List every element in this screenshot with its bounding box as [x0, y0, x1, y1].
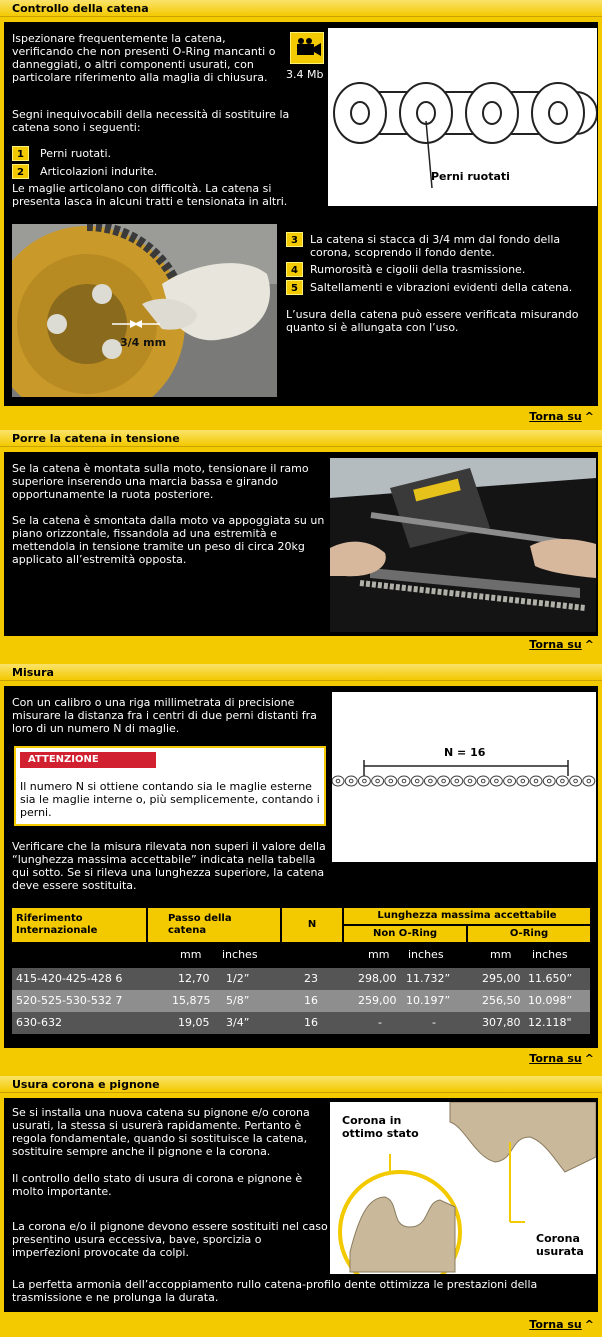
- chain-link: [543, 776, 555, 786]
- cell-mm: 15,875: [172, 994, 211, 1007]
- tension-p1: Se la catena è montata sulla moto, tensionare il ramo superiore inserendo una marcia bassa e girando opportunamente la ruota posteriore.: [12, 462, 309, 501]
- cell-oring-mm: 295,00: [482, 972, 521, 985]
- header-pitch: Passo della catena: [148, 908, 280, 942]
- cell-nonoring-in: -: [432, 1016, 436, 1029]
- item-text: Articolazioni indurite.: [40, 165, 158, 178]
- attention-label: ATTENZIONE: [20, 752, 156, 768]
- cell-oring-in: 10.098”: [528, 994, 573, 1007]
- chain-link: [385, 776, 397, 786]
- chain-link: [451, 776, 463, 786]
- chain-table: [12, 908, 590, 1038]
- cell-n: 23: [304, 972, 318, 985]
- chain-link: [411, 776, 423, 786]
- label-good: Corona in ottimo stato: [342, 1114, 419, 1140]
- cell-n: 16: [304, 994, 318, 1007]
- item-text: Saltellamenti e vibrazioni evidenti della catena.: [310, 281, 573, 294]
- cell-nonoring-in: 10.197”: [406, 994, 451, 1007]
- chain-link: [583, 776, 595, 786]
- section-tension: [0, 430, 602, 664]
- header-n: N: [282, 908, 342, 942]
- cell-nonoring-mm: 259,00: [358, 994, 397, 1007]
- cell-inches: 5/8”: [226, 994, 250, 1007]
- cell-ref: 520-525-530-532 7: [16, 994, 123, 1007]
- chain-link: [517, 776, 529, 786]
- cell-n: 16: [304, 1016, 318, 1029]
- section-body: [4, 452, 598, 636]
- section-header: [0, 664, 602, 681]
- attention-text: Il numero N si ottiene contando sia le maglie esterne sia le maglie interne o, più semplicemente, contando i perni.: [20, 780, 320, 819]
- cell-nonoring-in: 11.732”: [406, 972, 451, 985]
- header-oring: O-Ring: [468, 926, 590, 942]
- section-header: [0, 1076, 602, 1093]
- chain-link: [424, 776, 436, 786]
- item-number: 5: [286, 280, 303, 295]
- cell-ref: 415-420-425-428 6: [16, 972, 123, 985]
- item-number: 4: [286, 262, 303, 277]
- wear-note: L’usura della catena può essere verificata misurando quanto si è allungata con l’uso.: [286, 308, 579, 334]
- video-icon[interactable]: [290, 32, 324, 64]
- chain-link: [398, 776, 410, 786]
- measure-p1: Con un calibro o una riga millimetrata di precisione misurare la distanza fra i centri di due perni distanti fra loro di un numero N di maglie.: [12, 696, 317, 735]
- wear-p2: Il controllo dello stato di usura di corona e pignone è molto importante.: [12, 1172, 303, 1198]
- header-max: Lunghezza massima accettabile: [344, 908, 590, 924]
- chevron-up-icon: ^: [584, 1052, 594, 1065]
- unit-inches: inches: [222, 948, 258, 961]
- wear-p4: La perfetta armonia dell’accoppiamento rullo catena-profilo dente ottimizza le prestazioni della trasmissione e ne prolunga la durata.: [12, 1278, 538, 1304]
- unit-mm: mm: [180, 948, 202, 961]
- tension-p2: Se la catena è smontata dalla moto va appoggiata su un piano orizzontale, fissandola ad una estremità e mettendola in tensione tramite un peso di circa 20kg applicato all’estremità opposta.: [12, 514, 325, 566]
- section-body: [4, 22, 598, 406]
- section-body: [4, 686, 598, 1048]
- measure-p2: Verificare che la misura rilevata non superi il valore della “lunghezza massima accettabile” indicata nella tabella qui sotto. Se si rileva una lunghezza superiore, la catena deve essere sostituita.: [12, 840, 326, 892]
- chain-link: [464, 776, 476, 786]
- header-nonoring: Non O-Ring: [344, 926, 466, 942]
- sprocket-photo: [12, 224, 277, 397]
- item-text: Rumorosità e cigolii della trasmissione.: [310, 263, 526, 276]
- cell-nonoring-mm: -: [378, 1016, 382, 1029]
- section-title: Porre la catena in tensione: [12, 432, 180, 445]
- back-to-top-link[interactable]: Torna su ^: [529, 638, 594, 651]
- chevron-up-icon: ^: [584, 638, 594, 651]
- chain-link: [372, 776, 384, 786]
- chain-link: [358, 776, 370, 786]
- cell-oring-mm: 307,80: [482, 1016, 521, 1029]
- chain-link: [570, 776, 582, 786]
- chain-length-diagram: [332, 692, 596, 862]
- unit-mm: mm: [368, 948, 390, 961]
- video-size: 3.4 Mb: [286, 68, 324, 81]
- label-worn: Corona usurata: [536, 1232, 584, 1258]
- chain-link: [477, 776, 489, 786]
- sprocket-wear-diagram: [330, 1102, 596, 1274]
- chain-link: [345, 776, 357, 786]
- table-row: [12, 968, 590, 990]
- wear-p1: Se si installa una nuova catena su pignone e/o corona usurati, la stessa si usurerà rapidamente. Pertanto è regola fondamentale, quando si sostituisce la catena, sostituire sempre anche il pignone e la corona.: [12, 1106, 310, 1158]
- cell-inches: 3/4”: [226, 1016, 250, 1029]
- section-header: [0, 0, 602, 17]
- after-items-text: Le maglie articolano con difficoltà. La catena si presenta lasca in alcuni tratti e tensionata in altri.: [12, 182, 288, 208]
- item-text: La catena si stacca di 3/4 mm dal fondo della corona, scoprendo il fondo dente.: [310, 233, 561, 259]
- unit-inches: inches: [532, 948, 568, 961]
- section-header: [0, 430, 602, 447]
- chain-link: [504, 776, 516, 786]
- chain-measure-photo: [330, 458, 596, 632]
- back-to-top-link[interactable]: Torna su ^: [529, 1318, 594, 1331]
- unit-mm: mm: [490, 948, 512, 961]
- chevron-up-icon: ^: [584, 410, 594, 423]
- back-to-top-link[interactable]: Torna su ^: [529, 410, 594, 423]
- cell-oring-mm: 256,50: [482, 994, 521, 1007]
- section-wear: [0, 1076, 602, 1337]
- chain-link: [530, 776, 542, 786]
- wear-p3: La corona e/o il pignone devono essere sostituiti nel caso presentino usura eccessiva, bave, sporcizia o imperfezioni provocate da colpi.: [12, 1220, 328, 1259]
- chain-diagram: [328, 28, 597, 206]
- cell-inches: 1/2”: [226, 972, 250, 985]
- section-chain-check: [0, 0, 602, 430]
- item-number: 3: [286, 232, 303, 247]
- back-to-top-link[interactable]: Torna su ^: [529, 1052, 594, 1065]
- section-body: [4, 1098, 598, 1312]
- section-title: Misura: [12, 666, 54, 679]
- chain-link: [556, 776, 568, 786]
- chain-link: [438, 776, 450, 786]
- cell-oring-in: 11.650”: [528, 972, 573, 985]
- signs-intro-text: Segni inequivocabili della necessità di sostituire la catena sono i seguenti:: [12, 108, 290, 134]
- section-title: Controllo della catena: [12, 2, 149, 15]
- item-number: 2: [12, 164, 29, 179]
- attention-box: [14, 746, 326, 826]
- item-text: Perni ruotati.: [40, 147, 112, 160]
- chevron-up-icon: ^: [584, 1318, 594, 1331]
- section-title: Usura corona e pignone: [12, 1078, 160, 1091]
- photo-label: 3/4 mm: [120, 336, 167, 349]
- table-row: [12, 990, 590, 1012]
- intro-text: Ispezionare frequentemente la catena, verificando che non presenti O-Ring mancanti o danneggiati, o altri componenti usurati, con particolare riferimento alla maglia di chiusura.: [12, 32, 276, 84]
- cell-mm: 19,05: [178, 1016, 210, 1029]
- cell-ref: 630-632: [16, 1016, 62, 1029]
- header-ref: Riferimento Internazionale: [12, 908, 146, 942]
- table-row: [12, 1012, 590, 1034]
- chain-link: [490, 776, 502, 786]
- diagram-label: N = 16: [444, 746, 486, 759]
- item-number: 1: [12, 146, 29, 161]
- cell-nonoring-mm: 298,00: [358, 972, 397, 985]
- cell-mm: 12,70: [178, 972, 210, 985]
- diagram-label: Perni ruotati: [431, 170, 510, 183]
- unit-inches: inches: [408, 948, 444, 961]
- cell-oring-in: 12.118": [528, 1016, 572, 1029]
- chain-link: [332, 776, 344, 786]
- section-measure: [0, 664, 602, 1072]
